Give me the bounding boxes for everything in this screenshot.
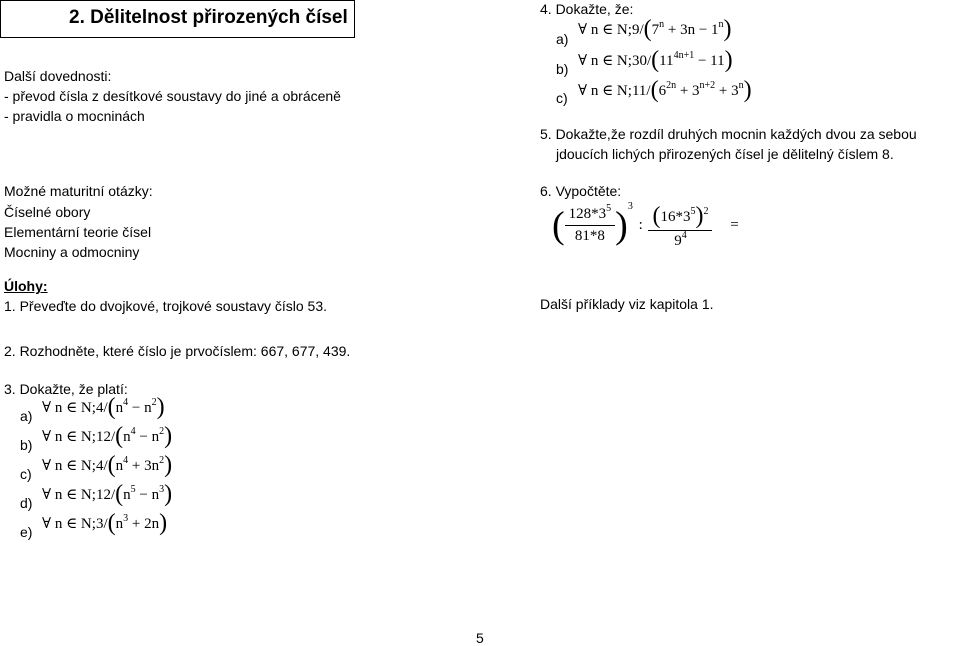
- task-4-label: c): [556, 90, 568, 106]
- task-3-label: c): [20, 466, 32, 482]
- forall-symbol: ∀: [578, 22, 588, 38]
- task-4c-formula: ∀ n ∈ $N;11/(6^{2n} + 3^{n+2} + 3^n)$: [578, 77, 752, 103]
- skills-heading: Další dovednosti:: [4, 68, 112, 84]
- task-4-label: b): [556, 61, 569, 77]
- skill-item: - pravidla o mocninách: [4, 108, 145, 124]
- exam-item: Elementární teorie čísel: [4, 224, 152, 240]
- task-6-heading: 6. Vypočtěte:: [540, 183, 622, 199]
- page-title: 2. Dělitelnost přirozených čísel: [69, 7, 348, 28]
- exam-item: Mocniny a odmocniny: [4, 244, 140, 260]
- more-examples: Další příklady viz kapitola 1.: [540, 296, 714, 312]
- tasks-heading: Úlohy:: [4, 278, 48, 294]
- task-4-label: a): [556, 31, 569, 47]
- task-3-formula: ∀ n ∈ $N;4/(n^4 + 3n^2)$: [42, 452, 173, 478]
- task-3-label: d): [20, 495, 33, 511]
- exam-item: Číselné obory: [4, 204, 91, 220]
- task-5-line: 5. Dokažte,že rozdíl druhých mocnin každých dvou za sebou: [540, 126, 917, 142]
- task-4a-formula: ∀ n ∈ $N;9/(7^n + 3n - 1^n)$: [578, 16, 732, 42]
- task-3-formula: ∀ n ∈ $N;3/(n^3 + 2n)$: [42, 510, 168, 536]
- task-3-label: b): [20, 437, 33, 453]
- task-3-formula: ∀ n ∈ $N;4/(n^4 - n^2)$: [42, 394, 165, 420]
- task-2: 2. Rozhodněte, které číslo je prvočíslem: 667, 677, 439.: [4, 343, 351, 359]
- task-6-formula: ( $\frac{128*3^5}{81*8}$ )$^3$ : $\frac{(16*3^5)^2}{9^4}$ =: [552, 200, 739, 249]
- task-3-label: a): [20, 408, 33, 424]
- task-1: 1. Převeďte do dvojkové, trojkové soustavy číslo 53.: [4, 298, 327, 314]
- page-number: 5: [476, 630, 484, 646]
- exam-heading: Možné maturitní otázky:: [4, 183, 153, 199]
- task-3-formula: ∀ n ∈ $N;12/(n^5 - n^3)$: [42, 481, 173, 507]
- task-4b-formula: ∀ n ∈ $N;30/(11^{4n+1} - 11)$: [578, 47, 733, 73]
- task-3-formula: ∀ n ∈ $N;12/(n^4 - n^2)$: [42, 423, 173, 449]
- title-box: [0, 0, 355, 38]
- task-5-line: jdoucích lichých přirozených čísel je dělitelný číslem 8.: [556, 146, 894, 162]
- task-3-label: e): [20, 524, 33, 540]
- skill-item: - převod čísla z desítkové soustavy do jiné a obráceně: [4, 88, 341, 104]
- task-4-heading: 4. Dokažte, že:: [540, 1, 634, 17]
- task-3-heading: 3. Dokažte, že platí:: [4, 381, 128, 397]
